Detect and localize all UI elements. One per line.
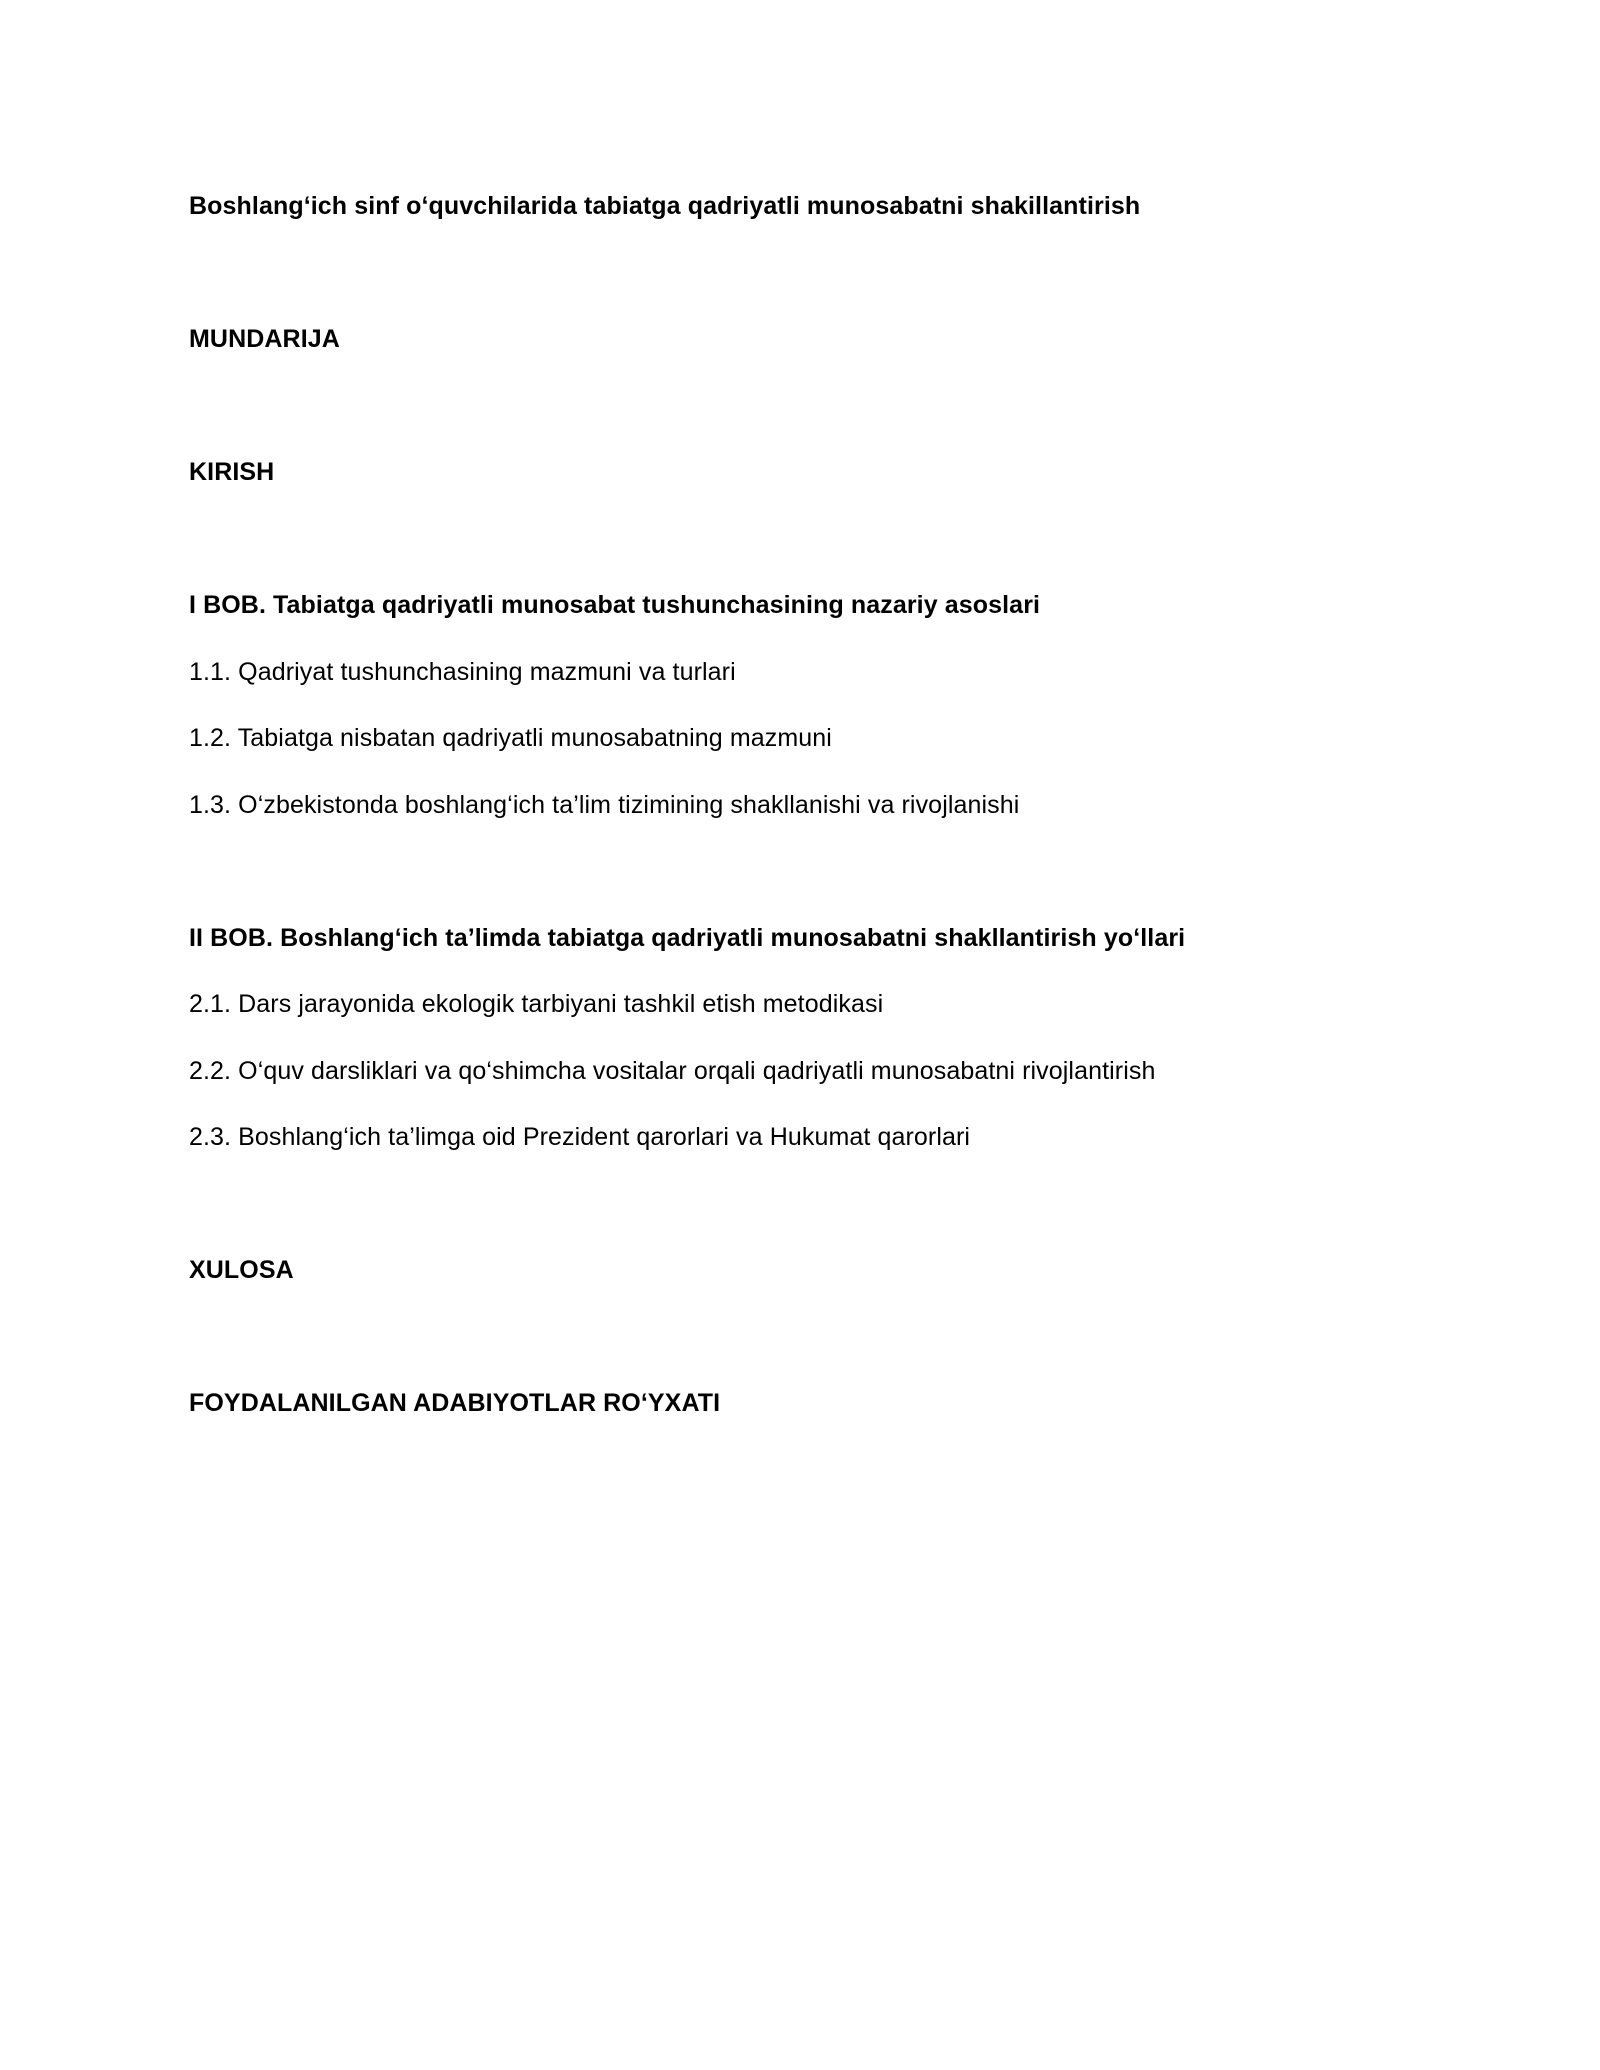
toc-section-1-1: 1.1. Qadriyat tushunchasining mazmuni va turlari	[189, 658, 736, 686]
toc-entry-conclusion: XULOSA	[189, 1256, 294, 1284]
toc-section-2-2: 2.2. O‘quv darsliklari va qo‘shimcha vositalar orqali qadriyatli munosabatni rivojlantirish	[189, 1057, 1156, 1085]
toc-entry-references: FOYDALANILGAN ADABIYOTLAR RO‘YXATI	[189, 1389, 721, 1417]
toc-chapter-2-heading: II BOB. Boshlang‘ich ta’limda tabiatga qadriyatli munosabatni shakllantirish yo‘llari	[189, 924, 1186, 952]
toc-section-2-1: 2.1. Dars jarayonida ekologik tarbiyani tashkil etish metodikasi	[189, 990, 884, 1018]
toc-entry-introduction: KIRISH	[189, 458, 275, 486]
document-title: Boshlang‘ich sinf o‘quvchilarida tabiatga qadriyatli munosabatni shakillantirish	[189, 192, 1141, 220]
toc-heading: MUNDARIJA	[189, 325, 340, 353]
toc-section-2-3: 2.3. Boshlang‘ich ta’limga oid Prezident qarorlari va Hukumat qarorlari	[189, 1123, 971, 1151]
toc-section-1-2: 1.2. Tabiatga nisbatan qadriyatli munosabatning mazmuni	[189, 724, 832, 752]
toc-chapter-1-heading: I BOB. Tabiatga qadriyatli munosabat tushunchasining nazariy asoslari	[189, 591, 1041, 619]
toc-section-1-3: 1.3. O‘zbekistonda boshlang‘ich ta’lim tizimining shakllanishi va rivojlanishi	[189, 791, 1020, 819]
